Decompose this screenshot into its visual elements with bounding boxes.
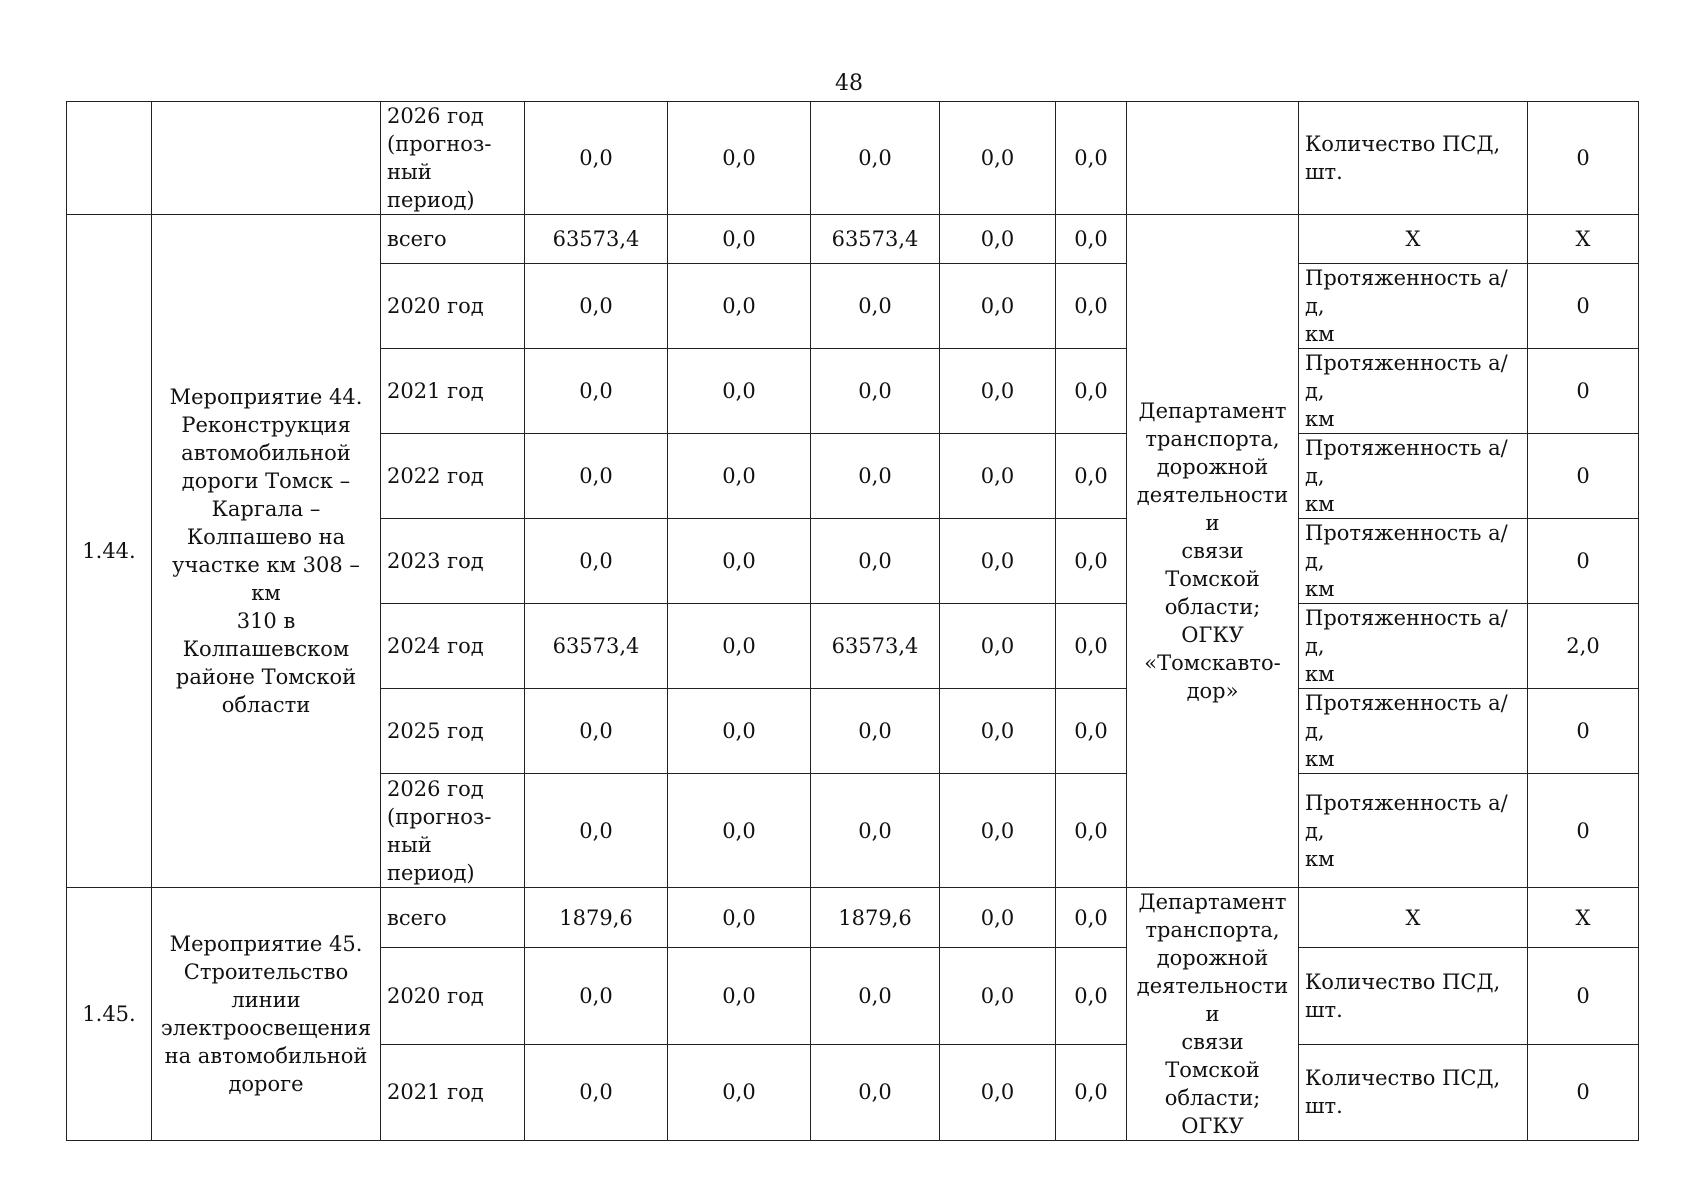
value-cell: 0,0 — [668, 519, 811, 604]
number-cell — [67, 102, 152, 215]
indicator-value-cell: Х — [1528, 888, 1639, 948]
value-cell: 0,0 — [811, 102, 940, 215]
value-cell: 0,0 — [668, 349, 811, 434]
value-cell: 0,0 — [1056, 689, 1127, 774]
value-cell: 63573,4 — [811, 604, 940, 689]
table-row — [67, 215, 1639, 264]
value-cell: 0,0 — [940, 434, 1056, 519]
value-cell: 0,0 — [940, 215, 1056, 264]
indicator-value-cell: 0 — [1528, 519, 1639, 604]
value-cell: 1879,6 — [811, 888, 940, 948]
value-cell: 0,0 — [525, 1044, 668, 1140]
value-cell: 0,0 — [525, 519, 668, 604]
indicator-value-cell: 0 — [1528, 349, 1639, 434]
value-cell: 0,0 — [525, 689, 668, 774]
indicator-value-cell: 2,0 — [1528, 604, 1639, 689]
indicator-cell: Протяженность а/д, км — [1299, 349, 1528, 434]
value-cell: 0,0 — [668, 215, 811, 264]
indicator-value-cell: 0 — [1528, 774, 1639, 888]
period-cell: всего — [381, 215, 525, 264]
period-cell: 2021 год — [381, 1044, 525, 1140]
value-cell: 0,0 — [940, 888, 1056, 948]
period-cell: 2024 год — [381, 604, 525, 689]
measure-name-cell — [152, 102, 381, 215]
value-cell: 0,0 — [668, 434, 811, 519]
value-cell: 0,0 — [940, 604, 1056, 689]
executor-cell: Департамент транспорта, дорожной деятельности и связи Томской области; ОГКУ — [1127, 888, 1299, 1141]
period-cell: 2020 год — [381, 264, 525, 349]
value-cell: 0,0 — [525, 102, 668, 215]
value-cell: 0,0 — [668, 689, 811, 774]
value-cell: 0,0 — [668, 888, 811, 948]
value-cell: 0,0 — [940, 519, 1056, 604]
indicator-cell: Протяженность а/д, км — [1299, 434, 1528, 519]
value-cell: 0,0 — [811, 434, 940, 519]
value-cell: 0,0 — [668, 102, 811, 215]
value-cell: 0,0 — [811, 948, 940, 1044]
table-row — [67, 102, 1639, 215]
period-cell: 2026 год (прогноз- ный период) — [381, 102, 525, 215]
value-cell: 0,0 — [940, 349, 1056, 434]
value-cell: 0,0 — [1056, 434, 1127, 519]
value-cell: 0,0 — [668, 264, 811, 349]
indicator-cell: Количество ПСД, шт. — [1299, 102, 1528, 215]
measure-number: 1.44. — [67, 215, 152, 888]
value-cell: 0,0 — [940, 264, 1056, 349]
executor-cell: Департамент транспорта, дорожной деятельности и связи Томской области; ОГКУ «Томскавто- дор» — [1127, 215, 1299, 888]
value-cell: 0,0 — [811, 349, 940, 434]
value-cell: 0,0 — [525, 264, 668, 349]
value-cell: 1879,6 — [525, 888, 668, 948]
value-cell: 0,0 — [1056, 948, 1127, 1044]
indicator-value-cell: Х — [1528, 215, 1639, 264]
value-cell: 0,0 — [811, 689, 940, 774]
value-cell: 0,0 — [940, 1044, 1056, 1140]
period-cell: 2023 год — [381, 519, 525, 604]
value-cell: 63573,4 — [811, 215, 940, 264]
value-cell: 0,0 — [1056, 215, 1127, 264]
value-cell: 0,0 — [525, 948, 668, 1044]
indicator-cell: Протяженность а/д, км — [1299, 519, 1528, 604]
value-cell: 0,0 — [940, 774, 1056, 888]
indicator-cell: Протяженность а/д, км — [1299, 604, 1528, 689]
indicator-cell: Протяженность а/д, км — [1299, 264, 1528, 349]
period-cell: 2025 год — [381, 689, 525, 774]
indicator-cell: Х — [1299, 888, 1528, 948]
value-cell: 0,0 — [811, 519, 940, 604]
program-measures-table — [66, 101, 1639, 1141]
period-cell: всего — [381, 888, 525, 948]
value-cell: 0,0 — [940, 689, 1056, 774]
value-cell: 0,0 — [668, 604, 811, 689]
indicator-value-cell: 0 — [1528, 1044, 1639, 1140]
value-cell: 0,0 — [1056, 1044, 1127, 1140]
value-cell: 0,0 — [525, 349, 668, 434]
indicator-value-cell: 0 — [1528, 948, 1639, 1044]
period-cell: 2022 год — [381, 434, 525, 519]
indicator-cell: Количество ПСД, шт. — [1299, 1044, 1528, 1140]
executor-cell — [1127, 102, 1299, 215]
value-cell: 0,0 — [1056, 264, 1127, 349]
value-cell: 0,0 — [1056, 888, 1127, 948]
value-cell: 0,0 — [811, 1044, 940, 1140]
value-cell: 0,0 — [1056, 102, 1127, 215]
value-cell: 0,0 — [525, 434, 668, 519]
period-cell: 2020 год — [381, 948, 525, 1044]
indicator-value-cell: 0 — [1528, 264, 1639, 349]
table-row — [67, 888, 1639, 948]
value-cell: 0,0 — [940, 948, 1056, 1044]
indicator-value-cell: 0 — [1528, 434, 1639, 519]
value-cell: 63573,4 — [525, 604, 668, 689]
period-cell: 2021 год — [381, 349, 525, 434]
value-cell: 0,0 — [668, 948, 811, 1044]
period-cell: 2026 год (прогноз- ный период) — [381, 774, 525, 888]
indicator-cell: Х — [1299, 215, 1528, 264]
indicator-value-cell: 0 — [1528, 102, 1639, 215]
value-cell: 0,0 — [811, 264, 940, 349]
value-cell: 0,0 — [811, 774, 940, 888]
indicator-cell: Протяженность а/д, км — [1299, 774, 1528, 888]
value-cell: 63573,4 — [525, 215, 668, 264]
measure-name: Мероприятие 44. Реконструкция автомобильной дороги Томск – Каргала – Колпашево на участке км 308 – км 310 в Колпашевском районе Томской области — [152, 215, 381, 888]
value-cell: 0,0 — [1056, 519, 1127, 604]
value-cell: 0,0 — [940, 102, 1056, 215]
value-cell: 0,0 — [525, 774, 668, 888]
page-number: 48 — [835, 71, 863, 96]
value-cell: 0,0 — [668, 774, 811, 888]
value-cell: 0,0 — [668, 1044, 811, 1140]
value-cell: 0,0 — [1056, 604, 1127, 689]
value-cell: 0,0 — [1056, 774, 1127, 888]
measure-name: Мероприятие 45. Строительство линии электроосвещения на автомобильной дороге — [152, 888, 381, 1141]
indicator-cell: Количество ПСД, шт. — [1299, 948, 1528, 1044]
value-cell: 0,0 — [1056, 349, 1127, 434]
measure-number: 1.45. — [67, 888, 152, 1141]
indicator-cell: Протяженность а/д, км — [1299, 689, 1528, 774]
indicator-value-cell: 0 — [1528, 689, 1639, 774]
